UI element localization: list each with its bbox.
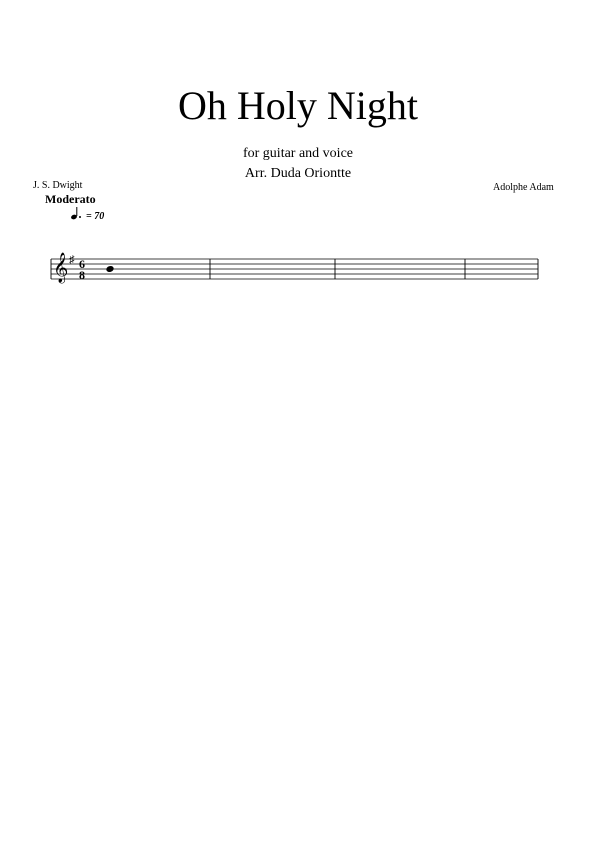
note-head xyxy=(106,266,114,273)
metronome-value: = 70 xyxy=(86,211,105,222)
composer-credit: Adolphe Adam xyxy=(493,182,554,193)
piece-title: Oh Holy Night xyxy=(178,83,418,128)
treble-clef: 𝄞 xyxy=(53,253,69,282)
lyricist-credit: J. S. Dwight xyxy=(33,180,83,191)
time-signature-bottom: 8 xyxy=(79,268,85,282)
time-signature-top: 6 xyxy=(79,257,85,271)
key-signature-sharp: ♯ xyxy=(69,254,75,266)
metronome-dot xyxy=(79,216,81,218)
piece-subtitle: for guitar and voice xyxy=(242,146,353,161)
arranger-credit: Arr. Duda Oriontte xyxy=(244,166,352,181)
tempo-marking: Moderato xyxy=(45,192,96,206)
staff-system xyxy=(51,252,538,284)
